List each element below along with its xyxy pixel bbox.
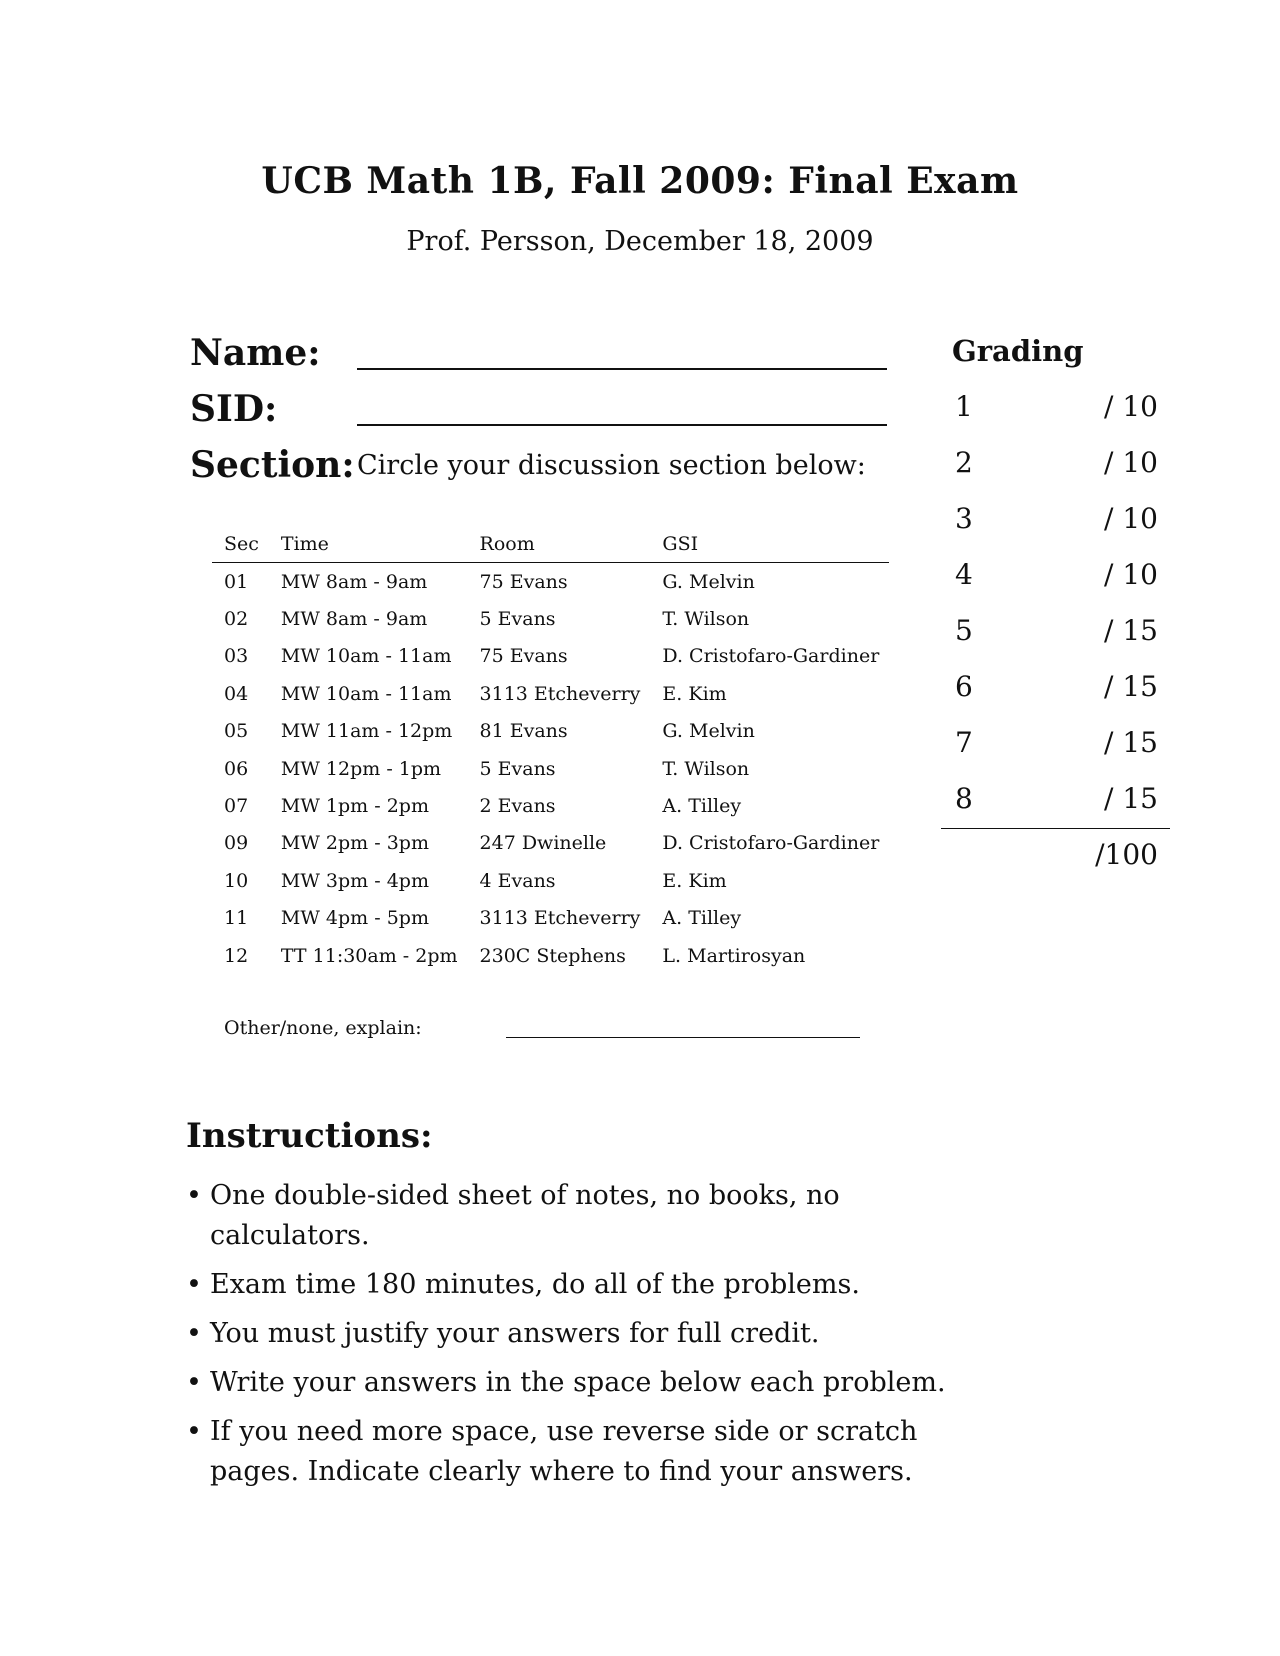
table-row[interactable] [212,638,889,675]
gsi-cell: G. Melvin [662,570,755,593]
instructions-title: Instructions: [186,1116,433,1156]
time-cell: MW 8am - 9am [280,608,428,631]
grade-problem-number: 1 [955,390,973,423]
instruction-text: One double-sided sheet of notes, no books, no calculators. [210,1180,840,1251]
instructions-list [186,1176,1006,1501]
list-item [186,1314,1006,1354]
grade-problem-number: 5 [955,614,973,647]
sec-cell: 06 [224,757,249,780]
time-cell: MW 1pm - 2pm [280,795,429,818]
time-cell: MW 8am - 9am [280,570,428,593]
instruction-text: Exam time 180 minutes, do all of the problems. [210,1269,860,1300]
grade-problem-number: 4 [955,558,973,591]
grade-problem-max: / 15 [1104,670,1158,703]
bullet: • [186,1416,202,1447]
other-section-label: Other/none, explain: [224,1017,422,1039]
table-row[interactable] [212,787,889,824]
time-cell: MW 11am - 12pm [280,720,453,743]
table-row[interactable] [212,600,889,637]
table-row[interactable] [212,750,889,787]
room-cell: 81 Evans [479,720,568,743]
sec-cell: 01 [224,570,249,593]
gsi-cell: L. Martirosyan [662,944,806,967]
section-instruction: Circle your discussion section below: [357,450,866,481]
header-sec: Sec [212,530,269,563]
sec-cell: 07 [224,795,249,818]
room-cell: 75 Evans [479,570,568,593]
gsi-cell: T. Wilson [662,608,750,631]
room-cell: 75 Evans [479,645,568,668]
grade-problem-number: 6 [955,670,973,703]
sec-cell: 09 [224,832,249,855]
time-cell: MW 4pm - 5pm [280,907,429,930]
grade-total: /100 [1095,838,1158,871]
table-row[interactable] [212,825,889,862]
grade-problem-max: / 10 [1104,558,1158,591]
grade-problem-number: 8 [955,782,973,815]
list-item [186,1412,1006,1492]
section-label: Section: [190,444,355,486]
room-cell: 2 Evans [479,795,556,818]
grade-problem-number: 3 [955,502,973,535]
grade-problem-max: / 10 [1104,390,1158,423]
name-label: Name: [190,332,321,374]
bullet: • [186,1318,202,1349]
sec-cell: 03 [224,645,249,668]
sec-cell: 05 [224,720,249,743]
list-item [186,1363,1006,1403]
table-row[interactable] [212,713,889,750]
other-section-field[interactable] [506,1037,860,1038]
grading-title: Grading [952,334,1084,368]
grading-divider [941,828,1170,829]
sec-cell: 02 [224,608,249,631]
table-row[interactable] [212,675,889,712]
time-cell: MW 10am - 11am [280,645,452,668]
grade-problem-max: / 15 [1104,614,1158,647]
sid-label: SID: [190,388,278,430]
room-cell: 5 Evans [479,757,556,780]
gsi-cell: D. Cristofaro-Gardiner [662,645,880,668]
header-gsi: GSI [650,530,889,563]
name-field[interactable] [357,368,887,370]
gsi-cell: T. Wilson [662,757,750,780]
gsi-cell: E. Kim [662,869,727,892]
room-cell: 230C Stephens [479,944,626,967]
gsi-cell: A. Tilley [662,907,742,930]
room-cell: 3113 Etcheverry [479,907,641,930]
grade-problem-max: / 15 [1104,726,1158,759]
time-cell: MW 10am - 11am [280,682,452,705]
table-row[interactable] [212,862,889,899]
exam-subtitle: Prof. Persson, December 18, 2009 [406,226,874,257]
table-row[interactable] [212,563,889,601]
grade-problem-number: 2 [955,446,973,479]
sec-cell: 10 [224,869,249,892]
instruction-text: Write your answers in the space below each problem. [210,1367,946,1398]
sid-field[interactable] [357,424,887,426]
bullet: • [186,1269,202,1300]
sections-table [212,530,889,974]
table-row[interactable] [212,900,889,937]
time-cell: MW 12pm - 1pm [280,757,442,780]
bullet: • [186,1180,202,1211]
list-item [186,1265,1006,1305]
exam-title: UCB Math 1B, Fall 2009: Final Exam [261,160,1019,202]
gsi-cell: G. Melvin [662,720,755,743]
sec-cell: 12 [224,944,249,967]
instruction-text: If you need more space, use reverse side or scratch pages. Indicate clearly where to find your answers. [210,1416,918,1487]
header-room: Room [468,530,651,563]
time-cell: MW 2pm - 3pm [280,832,429,855]
grade-problem-max: / 10 [1104,446,1158,479]
room-cell: 5 Evans [479,608,556,631]
bullet: • [186,1367,202,1398]
grade-problem-max: / 10 [1104,502,1158,535]
gsi-cell: D. Cristofaro-Gardiner [662,832,880,855]
sec-cell: 11 [224,907,249,930]
gsi-cell: E. Kim [662,682,727,705]
list-item [186,1176,1006,1256]
grade-problem-number: 7 [955,726,973,759]
time-cell: MW 3pm - 4pm [280,869,429,892]
table-row[interactable] [212,937,889,974]
time-cell: TT 11:30am - 2pm [280,944,458,967]
room-cell: 3113 Etcheverry [479,682,641,705]
sec-cell: 04 [224,682,249,705]
header-time: Time [269,530,468,563]
grade-problem-max: / 15 [1104,782,1158,815]
room-cell: 4 Evans [479,869,556,892]
table-header-row [212,530,889,563]
room-cell: 247 Dwinelle [479,832,607,855]
instruction-text: You must justify your answers for full credit. [210,1318,820,1349]
gsi-cell: A. Tilley [662,795,742,818]
